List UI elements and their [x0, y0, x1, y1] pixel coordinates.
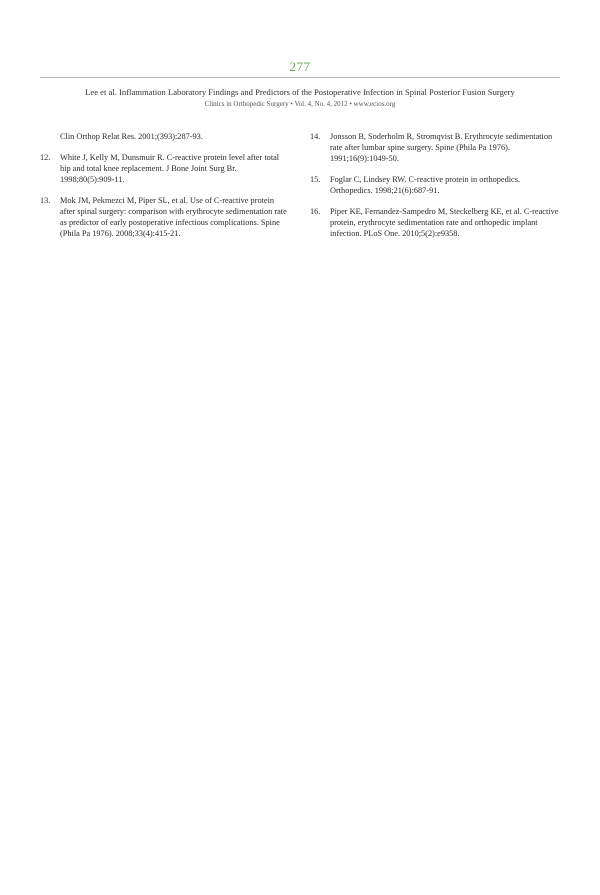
reference-number: 16.	[310, 207, 321, 216]
reference-text: White J, Kelly M, Dunsmuir R. C-reactive protein level after total hip and total knee replacement. J Bone Joint Surg Br. 1998;80(5):909-11.	[60, 153, 280, 184]
reference-number: 13.	[40, 196, 51, 205]
reference-number: 14.	[310, 132, 321, 141]
page-number: 277	[289, 59, 311, 74]
running-title: Lee et al. Inflammation Laboratory Findings and Predictors of the Postoperative Infection in Spinal Posterior Fusion Surgery	[85, 87, 515, 97]
reference-text: Piper KE, Fernandez-Sampedro M, Steckelberg KE, et al. C-reactive protein, erythrocyte sedimentation rate and orthopedic implant infection. PLoS One. 2010;5(2):e9358.	[330, 207, 559, 238]
reference-item	[40, 195, 290, 239]
reference-item	[310, 131, 560, 164]
reference-number: 15.	[310, 175, 321, 184]
reference-item	[40, 152, 290, 185]
reference-number: 12.	[40, 153, 51, 162]
reference-item	[310, 174, 560, 196]
reference-continuation: Clin Orthop Relat Res. 2001;(393):287-93.	[60, 132, 203, 141]
references-left-column	[40, 131, 290, 249]
reference-text: Foglar C, Lindsey RW. C-reactive protein in orthopedics. Orthopedics. 1998;21(6):687-91.	[330, 175, 521, 195]
header-divider	[40, 77, 560, 78]
reference-item	[310, 206, 560, 239]
reference-text: Jonsson B, Soderholm R, Stromqvist B. Erythrocyte sedimentation rate after lumbar spine surgery. Spine (Phila Pa 1976). 1991;16(9):1049-50.	[330, 132, 553, 163]
references-right-column	[310, 131, 560, 249]
journal-citation-line: Clinics in Orthopedic Surgery • Vol. 4, No. 4, 2012 • www.ecios.org	[204, 100, 396, 108]
reference-text: Mok JM, Pekmezci M, Piper SL, et al. Use of C-reactive protein after spinal surgery: comparison with erythrocyte sedimentation rate as predictor of early postoperative infectious complications. Spine (Phila Pa 1976). 2008;33(4):415-21.	[60, 196, 287, 238]
